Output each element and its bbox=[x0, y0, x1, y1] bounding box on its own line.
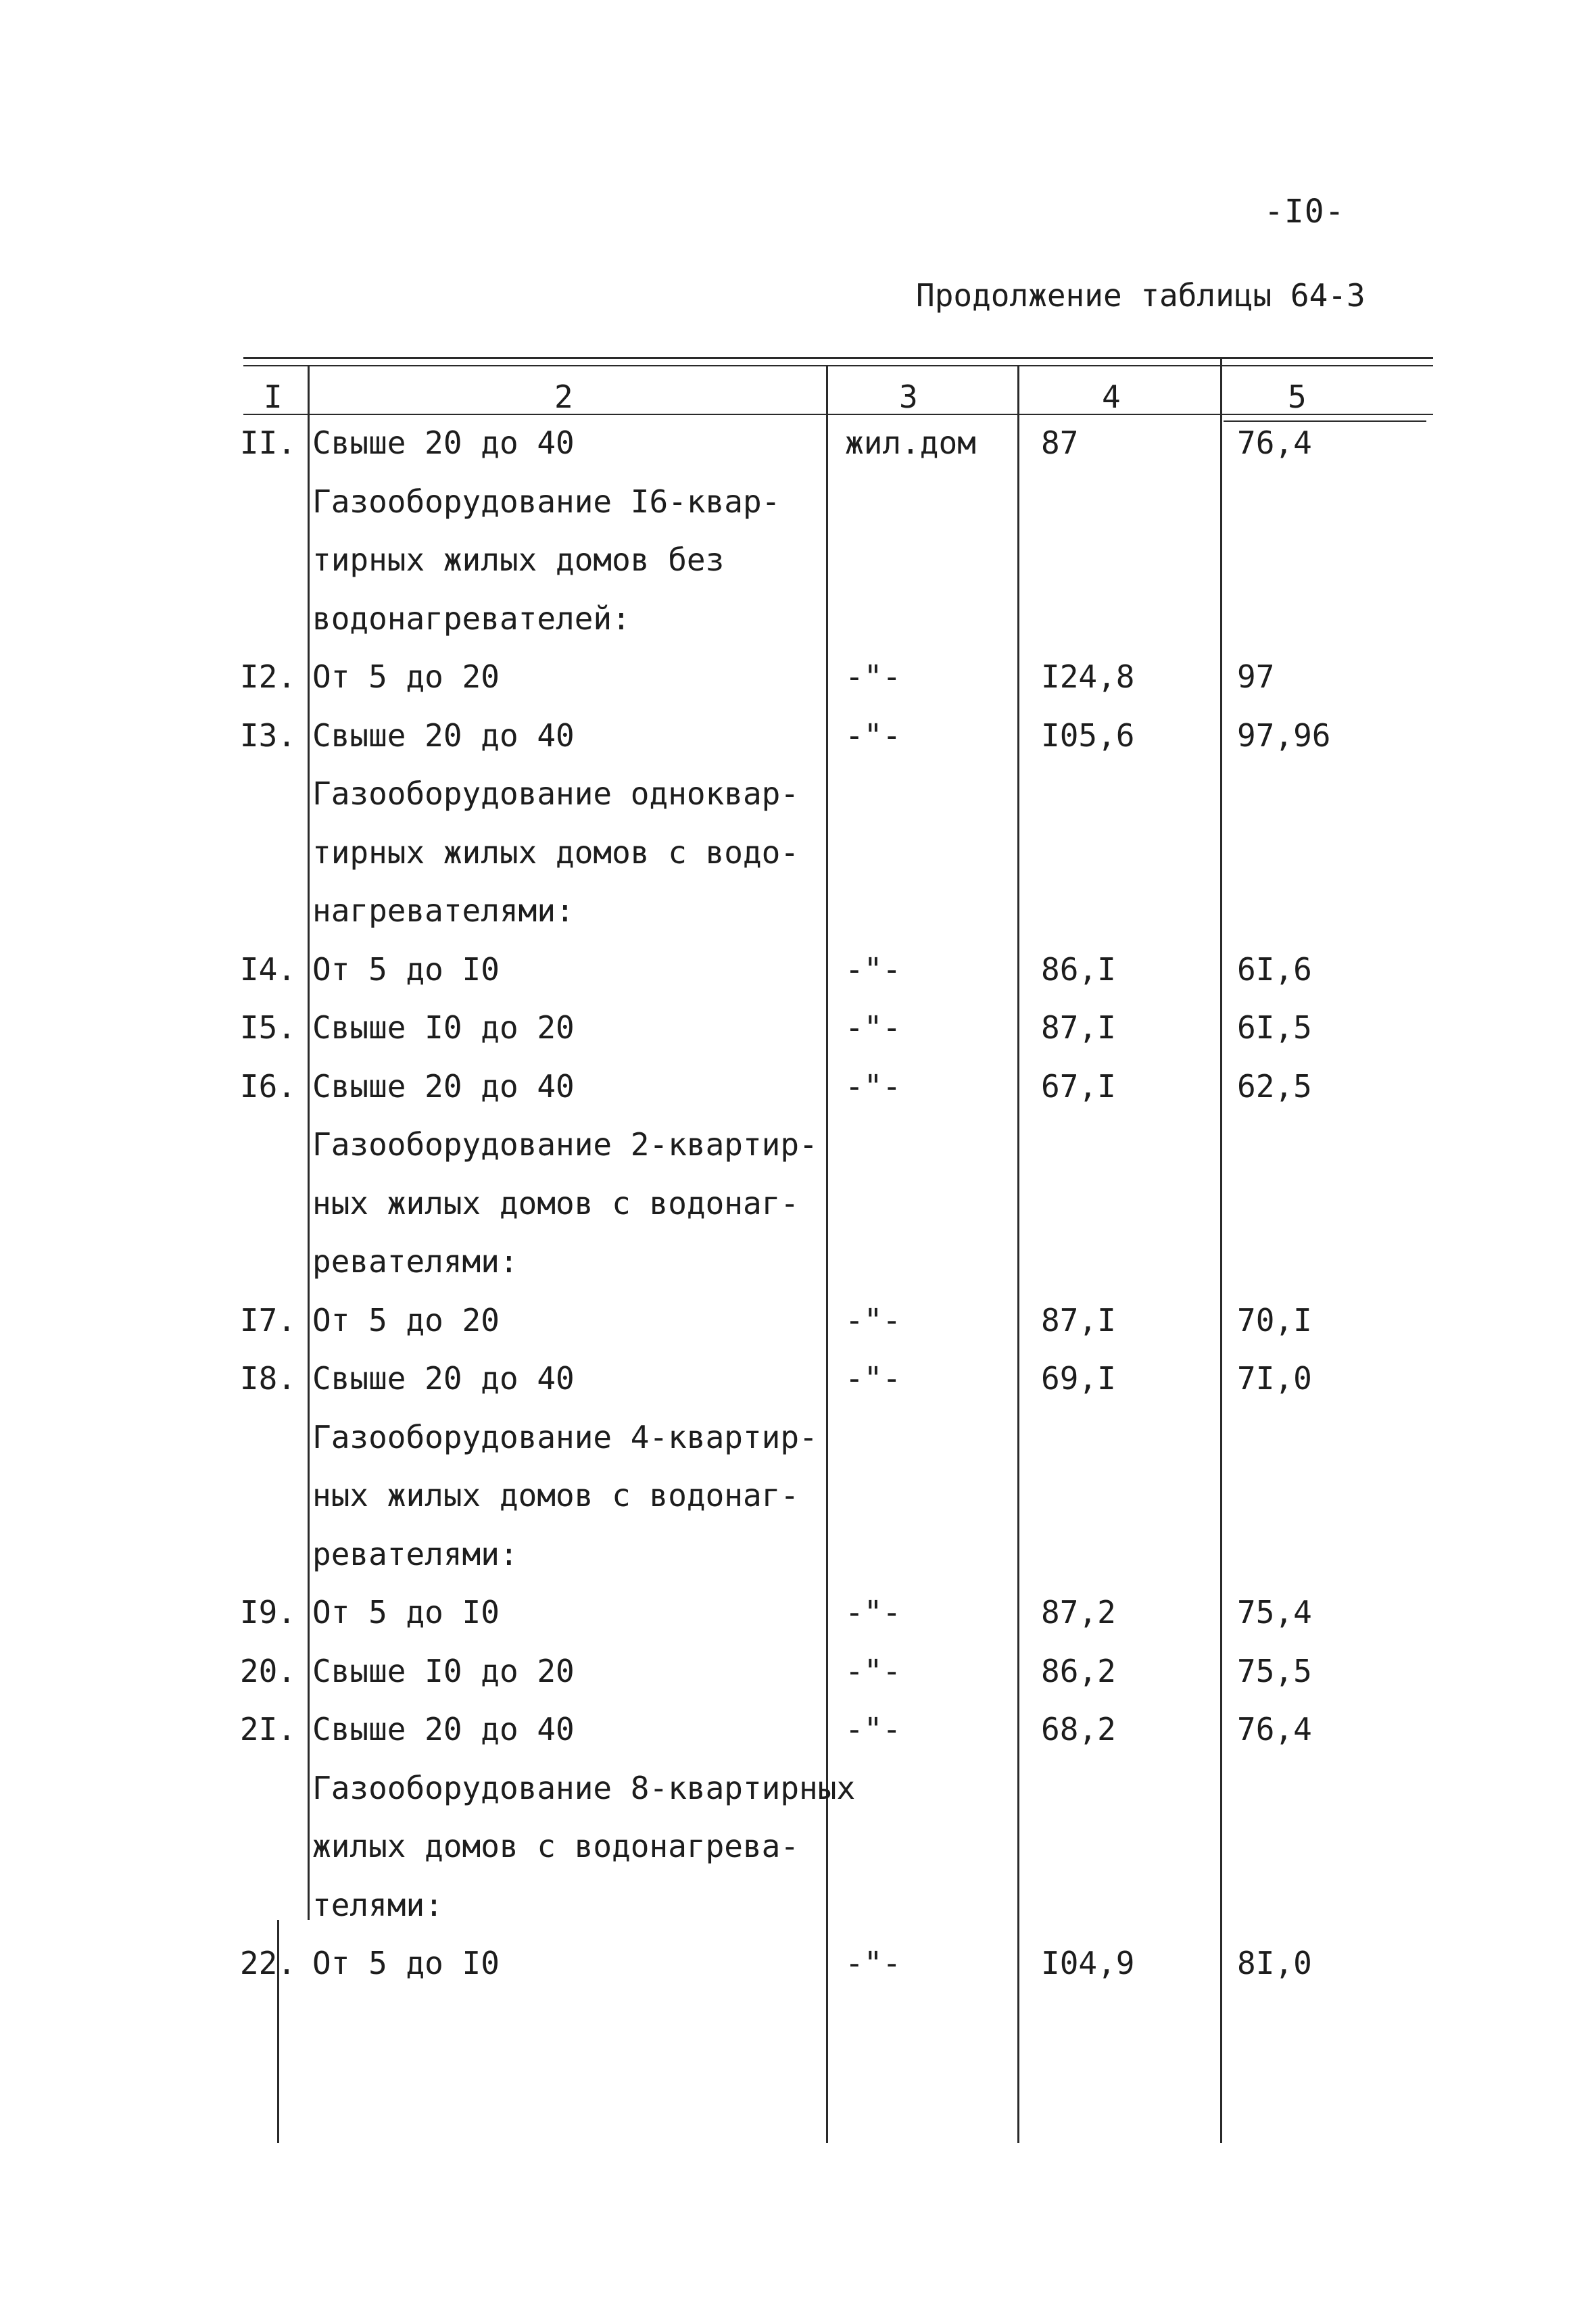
row-description: нагревателями: bbox=[312, 892, 575, 929]
table-top-rule-2 bbox=[243, 365, 1433, 366]
column-divider-4 bbox=[1220, 358, 1222, 2143]
row-number bbox=[215, 1525, 296, 1583]
row-description: ных жилых домов с водонаг- bbox=[312, 1184, 800, 1222]
row-value-col4: 67,I bbox=[1041, 1067, 1116, 1105]
row-number bbox=[215, 765, 296, 823]
column-divider-1 bbox=[308, 365, 310, 1920]
header-col-3: 3 bbox=[899, 379, 918, 415]
row-number bbox=[215, 882, 296, 940]
header-col-2: 2 bbox=[554, 379, 573, 415]
row-number bbox=[215, 1232, 296, 1290]
row-value-col4: 87,I bbox=[1041, 1301, 1116, 1338]
row-description: тирных жилых домов с водо- bbox=[312, 834, 800, 871]
row-description: Газооборудование I6-квар- bbox=[312, 483, 781, 520]
row-description: водонагревателей: bbox=[312, 600, 631, 637]
row-description: От 5 до 20 bbox=[312, 658, 500, 695]
row-number: I3. bbox=[239, 717, 296, 754]
row-value-col5: 75,4 bbox=[1237, 1594, 1312, 1631]
row-description: тирных жилых домов без bbox=[312, 541, 725, 578]
row-number: II. bbox=[239, 425, 296, 461]
row-description: От 5 до I0 bbox=[312, 1594, 500, 1631]
row-description: Свыше 20 до 40 bbox=[312, 1711, 575, 1747]
row-description: От 5 до 20 bbox=[312, 1301, 500, 1338]
row-description: Свыше I0 до 20 bbox=[312, 1009, 575, 1046]
row-description: От 5 до I0 bbox=[312, 1945, 500, 1981]
row-value-col5: 6I,5 bbox=[1237, 1009, 1312, 1046]
row-number: I5. bbox=[239, 1009, 296, 1046]
row-number bbox=[215, 1817, 296, 1875]
header-col-4: 4 bbox=[1102, 379, 1121, 415]
row-number: I6. bbox=[239, 1067, 296, 1105]
row-number bbox=[215, 823, 296, 882]
row-number bbox=[215, 1408, 296, 1466]
row-number bbox=[215, 589, 296, 648]
column-divider-2 bbox=[826, 365, 828, 2143]
row-unit: -"- bbox=[845, 950, 902, 988]
row-number bbox=[215, 473, 296, 531]
table-top-rule bbox=[243, 357, 1433, 359]
row-value-col4: I05,6 bbox=[1041, 717, 1135, 754]
row-value-col5: 62,5 bbox=[1237, 1067, 1312, 1105]
row-number: 22. bbox=[239, 1945, 296, 1981]
row-value-col4: 68,2 bbox=[1041, 1711, 1116, 1747]
row-description: жилых домов с водонагрева- bbox=[312, 1828, 800, 1864]
row-description: Газооборудование 4-квартир- bbox=[312, 1418, 818, 1455]
row-number bbox=[215, 531, 296, 589]
row-description: ревателями: bbox=[312, 1243, 518, 1280]
row-unit: -"- bbox=[845, 1945, 902, 1981]
row-number: 20. bbox=[239, 1652, 296, 1689]
row-number: I4. bbox=[239, 950, 296, 988]
row-number: I2. bbox=[239, 658, 296, 695]
row-unit: -"- bbox=[845, 1711, 902, 1747]
header-col-1: I bbox=[264, 379, 283, 415]
row-description: Свыше 20 до 40 bbox=[312, 425, 575, 461]
row-value-col4: I24,8 bbox=[1041, 658, 1135, 695]
row-number bbox=[215, 1466, 296, 1524]
row-value-col4: 69,I bbox=[1041, 1360, 1116, 1397]
header-col-5: 5 bbox=[1288, 379, 1307, 415]
row-value-col5: 76,4 bbox=[1237, 425, 1312, 461]
row-unit: -"- bbox=[845, 658, 902, 695]
row-value-col4: 86,I bbox=[1041, 950, 1116, 988]
row-value-col4: 87,2 bbox=[1041, 1594, 1116, 1631]
row-value-col5: 7I,0 bbox=[1237, 1360, 1312, 1397]
row-description: Газооборудование одноквар- bbox=[312, 775, 800, 812]
row-unit: -"- bbox=[845, 1067, 902, 1105]
row-unit: -"- bbox=[845, 1652, 902, 1689]
row-number: I8. bbox=[239, 1360, 296, 1397]
row-number bbox=[215, 1115, 296, 1174]
row-number bbox=[215, 1174, 296, 1232]
row-value-col5: 70,I bbox=[1237, 1301, 1312, 1338]
page-number: -I0- bbox=[1264, 193, 1345, 231]
row-value-col5: 76,4 bbox=[1237, 1711, 1312, 1747]
row-number: I7. bbox=[239, 1301, 296, 1338]
row-unit: -"- bbox=[845, 1360, 902, 1397]
row-unit: -"- bbox=[845, 717, 902, 754]
row-value-col5: 75,5 bbox=[1237, 1652, 1312, 1689]
row-description: ных жилых домов с водонаг- bbox=[312, 1477, 800, 1514]
row-value-col5: 8I,0 bbox=[1237, 1945, 1312, 1981]
row-number bbox=[215, 1876, 296, 1934]
row-unit: -"- bbox=[845, 1594, 902, 1631]
row-description: Газооборудование 2-квартир- bbox=[312, 1126, 818, 1163]
table-caption: Продолжение таблицы 64-3 bbox=[916, 277, 1365, 314]
column-divider-3 bbox=[1017, 365, 1019, 2143]
row-value-col4: 87 bbox=[1041, 425, 1079, 461]
row-unit: -"- bbox=[845, 1301, 902, 1338]
row-value-col4: 87,I bbox=[1041, 1009, 1116, 1046]
row-number: I9. bbox=[239, 1594, 296, 1631]
row-unit: -"- bbox=[845, 1009, 902, 1046]
row-description: Свыше 20 до 40 bbox=[312, 1067, 575, 1105]
row-description: ревателями: bbox=[312, 1535, 518, 1572]
row-description: От 5 до I0 bbox=[312, 950, 500, 988]
row-description: телями: bbox=[312, 1886, 443, 1923]
row-number: 2I. bbox=[239, 1711, 296, 1747]
row-value-col5: 97,96 bbox=[1237, 717, 1331, 754]
row-value-col5: 97 bbox=[1237, 658, 1275, 695]
row-description: Свыше 20 до 40 bbox=[312, 717, 575, 754]
row-value-col4: I04,9 bbox=[1041, 1945, 1135, 1981]
row-description: Свыше 20 до 40 bbox=[312, 1360, 575, 1397]
row-value-col5: 6I,6 bbox=[1237, 950, 1312, 988]
row-unit: жил.дом bbox=[845, 425, 976, 461]
row-description: Газооборудование 8-квартирных bbox=[312, 1769, 856, 1806]
row-value-col4: 86,2 bbox=[1041, 1652, 1116, 1689]
row-number bbox=[215, 1759, 296, 1817]
row-description: Свыше I0 до 20 bbox=[312, 1652, 575, 1689]
